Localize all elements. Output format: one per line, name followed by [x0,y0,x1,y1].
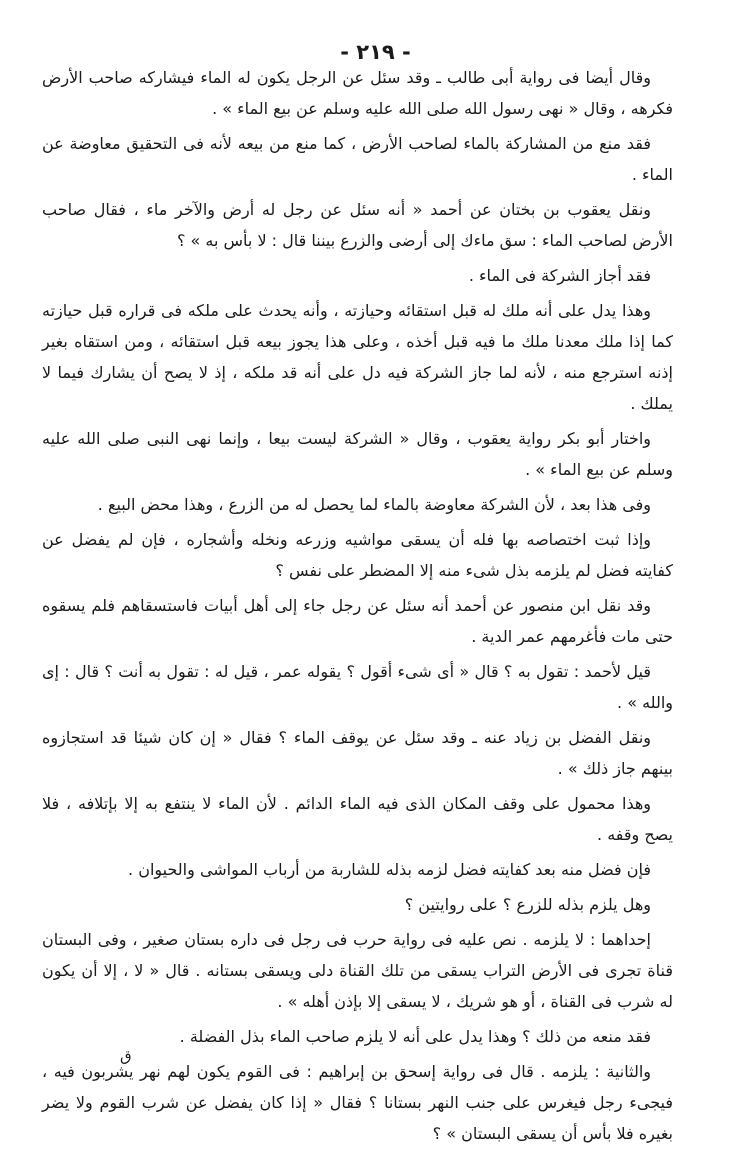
paragraph-6: واختار أبو بكر رواية يعقوب ، وقال « الشركة ليست بيعا ، وإنما نهى النبى صلى الله عليه وسلم عن بيع الماء » . [42,429,673,479]
paragraph-15: إحداهما : لا يلزمه . نص عليه فى رواية حرب فى رجل فى داره بستان صغير ، وفى البستان قناة تجرى فى الأرض التراب يسقى من تلك القناة دلى ويسقى بستانه . قال « لا ، إلا أن يكون له شرب فى القناة ، أو هو شريك ، لا يسقى إلا بإذن أهله » . [42,930,673,1011]
paragraph-2: فقد منع من المشاركة بالماء لصاحب الأرض ، كما منع من بيعه لأنه فى التحقيق معاوضة عن الماء . [42,134,673,184]
footer-mark: ق [120,1047,132,1065]
paragraph-5: وهذا يدل على أنه ملك له قبل استقائه وحيازته ، وأنه يحدث على ملكه فى قراره قبل حيازته كما إذا ملك معدنا ملك ما فيه قبل أخذه ، وعلى هذا يجوز بيعه قبل استقائه ، ومن استقاه بغير إذنه استرجع منه ، لأنه لما جاز الشركة فيه دل على أنه قد ملكه ، إذ لا يصح أن يشارك فيما لا يملك . [42,301,673,413]
paragraph-12: وهذا محمول على وقف المكان الذى فيه الماء الدائم . لأن الماء لا ينتفع به إلا بإتلافه ، فلا يصح وقفه . [42,794,673,844]
body-text [42,62,673,1149]
paragraph-8: وإذا ثبت اختصاصه بها فله أن يسقى مواشيه وزرعه ونخله وأشجاره ، فإن لم يفضل عن كفايته فضل لم يلزمه بذل شىء منه إلا المضطر على نفس ؟ [42,530,673,580]
paragraph-9: وقد نقل ابن منصور عن أحمد أنه سئل عن رجل جاء إلى أهل أبيات فاستسقاهم فلم يسقوه حتى مات فأغرمهم عمر الدية . [42,596,673,646]
paragraph-13: فإن فضل منه بعد كفايته فضل لزمه بذله للشاربة من أرباب المواشى والحيوان . [128,860,651,879]
paragraph-3: ونقل يعقوب بن بختان عن أحمد « أنه سئل عن رجل له أرض والآخر ماء ، فقال صاحب الأرض لصاحب الماء : سق ماءك إلى أرضى والزرع بيننا قال : لا بأس به » ؟ [42,200,673,250]
paragraph-16: فقد منعه من ذلك ؟ وهذا يدل على أنه لا يلزم صاحب الماء بذل الفضلة . [179,1027,651,1046]
page-number: - ٢١٩ - [340,40,411,64]
paragraph-4: فقد أجاز الشركة فى الماء . [468,266,651,285]
paragraph-14: وهل يلزم بذله للزرع ؟ على روايتين ؟ [404,895,651,914]
paragraph-11: ونقل الفضل بن زياد عنه ـ وقد سئل عن يوقف الماء ؟ فقال « إن كان شيئا قد استجازوه بينهم جاز ذلك » . [42,728,673,778]
paragraph-7: وفى هذا بعد ، لأن الشركة معاوضة بالماء لما يحصل له من الزرع ، وهذا محض البيع . [97,495,651,514]
paragraph-17: والثانية : يلزمه . قال فى رواية إسحق بن إبراهيم : فى القوم يكون لهم نهر يشربون فيه ، فيجىء رجل فيغرس على جنب النهر بستانا ؟ فقال « إذا كان يفضل عن شرب القوم ولا يضر بغيره فلا بأس أن يسقى البستان » ؟ [42,1062,673,1143]
paragraph-1: وقال أيضا فى رواية أبى طالب ـ وقد سئل عن الرجل يكون له الماء فيشاركه صاحب الأرض فكرهه ، وقال « نهى رسول الله صلى الله عليه وسلم عن بيع الماء » . [42,68,673,118]
paragraph-10: قيل لأحمد : تقول به ؟ قال « أى شىء أقول ؟ يقوله عمر ، قيل له : تقول به أنت ؟ قال : إى والله » . [42,662,673,712]
